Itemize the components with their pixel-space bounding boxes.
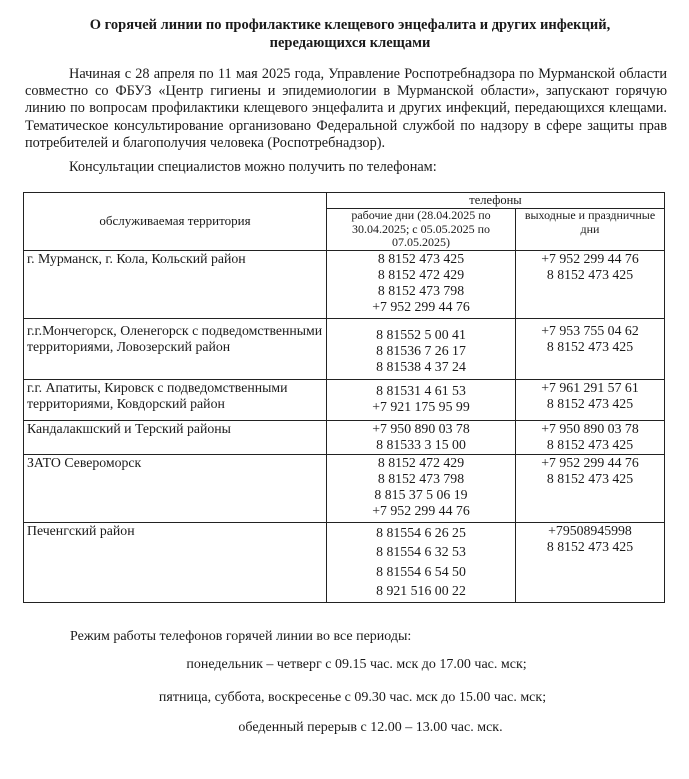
intro-paragraph bbox=[25, 66, 667, 152]
holidays-cell bbox=[516, 420, 665, 454]
phone-number: 8 8152 472 429 bbox=[377, 454, 465, 470]
table-row bbox=[24, 318, 665, 379]
phone-number: +79508945998 bbox=[548, 522, 632, 538]
phone-number: 8 8152 472 429 bbox=[377, 266, 465, 282]
schedule-heading: Режим работы телефонов горячей линии во все периоды: bbox=[70, 629, 412, 644]
workdays-cell bbox=[327, 379, 516, 420]
table-row bbox=[24, 522, 665, 602]
header-holidays: выходные и праздничные дни bbox=[516, 209, 665, 251]
phone-number: 8 8152 473 798 bbox=[377, 470, 465, 486]
phone-number: 8 921 516 00 22 bbox=[376, 583, 466, 598]
phone-number: +7 961 291 57 61 bbox=[541, 379, 639, 395]
territory-cell: Кандалакшский и Терский районы bbox=[24, 420, 327, 454]
holidays-cell bbox=[516, 454, 665, 522]
holidays-cell bbox=[516, 379, 665, 420]
phone-number: +7 952 299 44 76 bbox=[541, 454, 639, 470]
table-row bbox=[24, 250, 665, 318]
phone-number: 8 8152 473 425 bbox=[546, 470, 634, 486]
schedule-line: обеденный перерыв с 12.00 – 13.00 час. мск. bbox=[238, 720, 503, 735]
header-workdays: рабочие дни (28.04.2025 по 30.04.2025; с 05.05.2025 по 07.05.2025) bbox=[327, 209, 516, 251]
phone-number: +7 952 299 44 76 bbox=[372, 299, 470, 315]
workdays-cell bbox=[327, 318, 516, 379]
phone-number: 8 81538 4 37 24 bbox=[376, 359, 466, 375]
holidays-cell bbox=[516, 522, 665, 602]
phone-number: 8 81533 3 15 00 bbox=[376, 436, 466, 452]
phone-number: 8 8152 473 798 bbox=[377, 283, 465, 299]
phone-number: 8 81554 6 32 53 bbox=[376, 544, 466, 559]
phone-number: 8 81536 7 26 17 bbox=[376, 342, 466, 358]
table-row bbox=[24, 420, 665, 454]
workdays-cell bbox=[327, 522, 516, 602]
title-line-1: О горячей линии по профилактике клещевого энцефалита и других инфекций, bbox=[89, 17, 611, 33]
header-territory: обслуживаемая территория bbox=[24, 193, 327, 251]
phone-number: 8 815 37 5 06 19 bbox=[374, 487, 468, 503]
phone-number: +7 952 299 44 76 bbox=[541, 250, 639, 266]
territory-cell: Печенгский район bbox=[24, 522, 327, 602]
phone-number: +7 950 890 03 78 bbox=[541, 420, 639, 436]
phone-number: 8 81531 4 61 53 bbox=[376, 382, 466, 398]
phone-number: 8 8152 473 425 bbox=[546, 395, 634, 411]
phone-number: +7 921 175 95 99 bbox=[372, 398, 470, 414]
territory-cell: г. Мурманск, г. Кола, Кольский район bbox=[24, 250, 327, 318]
workdays-cell bbox=[327, 454, 516, 522]
phone-number: 8 8152 473 425 bbox=[546, 436, 634, 452]
phone-number: 8 8152 473 425 bbox=[546, 338, 634, 354]
phone-number: +7 950 890 03 78 bbox=[372, 420, 470, 436]
territory-cell: ЗАТО Североморск bbox=[24, 454, 327, 522]
holidays-cell bbox=[516, 250, 665, 318]
header-phones: телефоны bbox=[327, 193, 665, 209]
table-row bbox=[24, 454, 665, 522]
phone-number: 8 8152 473 425 bbox=[377, 250, 465, 266]
phone-number: 8 81554 6 26 25 bbox=[376, 524, 466, 540]
phone-number: 8 81554 6 54 50 bbox=[376, 563, 466, 579]
consult-line: Консультации специалистов можно получить по телефонам: bbox=[69, 159, 437, 175]
phone-number: +7 953 755 04 62 bbox=[541, 322, 639, 338]
holidays-cell bbox=[516, 318, 665, 379]
table-header-row bbox=[24, 193, 665, 209]
phone-number: 8 8152 473 425 bbox=[546, 538, 634, 554]
schedule-line: пятница, суббота, воскресенье с 09.30 час. мск до 15.00 час. мск; bbox=[158, 690, 547, 705]
territory-cell: г.г. Апатиты, Кировск с подведомственными территориями, Ковдорский район bbox=[24, 379, 327, 420]
schedule-line: понедельник – четверг с 09.15 час. мск до 17.00 час. мск; bbox=[186, 657, 527, 672]
table-row bbox=[24, 379, 665, 420]
intro-text: Начиная с 28 апреля по 11 мая 2025 года, Управление Роспотребнадзора по Мурманской области совместно со ФБУЗ «Центр гигиены и эпидемиологии в Мурманской области», запускают горячую линию по вопросам профилактики клещевого энцефалита и других инфекций, передающихся клещами. Тематическое консультирование организовано Федеральной службой по надзору в сфере защиты прав потребителей и благополучия человека (Роспотребнадзор). bbox=[25, 66, 667, 151]
territory-cell: г.г.Мончегорск, Оленегорск с подведомственными территориями, Ловозерский район bbox=[24, 318, 327, 379]
phone-number: 8 81552 5 00 41 bbox=[376, 326, 466, 342]
phone-number: 8 8152 473 425 bbox=[546, 266, 634, 282]
workdays-cell bbox=[327, 420, 516, 454]
phone-number: +7 952 299 44 76 bbox=[372, 503, 470, 519]
workdays-cell bbox=[327, 250, 516, 318]
title-line-2: передающихся клещами bbox=[269, 35, 431, 51]
document-title bbox=[40, 16, 660, 52]
phones-table bbox=[23, 192, 665, 603]
